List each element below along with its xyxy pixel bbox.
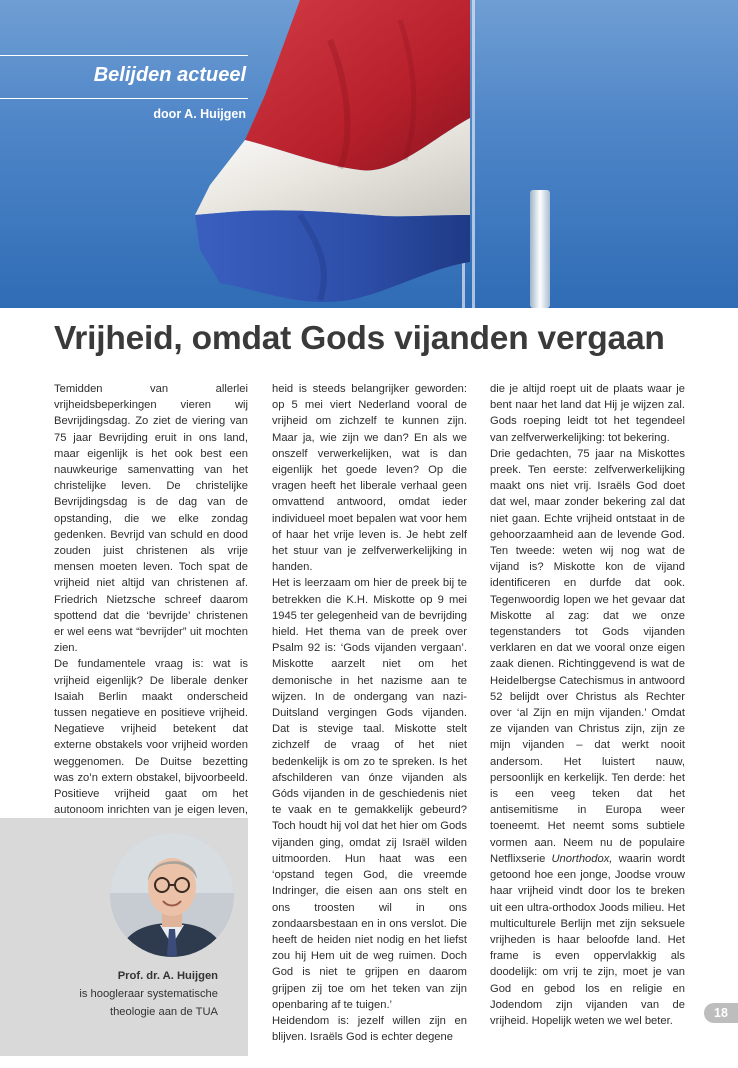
paragraph: Het is leerzaam om hier de preek bij te betrekken die K.H. Miskotte op 9 mei 1945 ter gelegenheid van de bevrijding hield. Het thema van de preek over Psalm 92 is: ‘Gods vijanden vergaan’. Miskotte aarzelt niet om het demonische in het nazisme aan te wijzen. In de ondergang van nazi-Duitsland vergingen Gods vijanden. Dat is stevige taal. Miskotte stelt zichzelf de vraag of het niet bedenkelijk is om zo te spreken. Is het afschilderen van ónze vijanden als Góds vijanden in de geschiedenis niet te vaak en te gemakkelijk gebeurd? Toch houdt hij vol dat het hier om Gods vijanden ging, omdat zij Israël wilden uitmoorden. Hun haat was een ‘opstand tegen God, die vreemde Indringer, die eisen aan ons stelt en ons troosten wil in ons zondaarsbestaan en in ons verslot. Die heeft de heiden niet nodig en het liefst zou hij Hem uit de weg ruimen. Doch God is niet te grijpen en daarom grijpen zij toe om het teken van zijn openbaring af te tuigen.’ — [272, 577, 467, 1011]
article-column-3 — [490, 381, 685, 1029]
series-title: Unorthodox, — [551, 852, 613, 865]
header-rule-bottom — [0, 98, 248, 99]
portrait-illustration — [110, 833, 234, 957]
dutch-flag-illustration — [0, 0, 738, 308]
author-role-line-2: theologie aan de TUA — [109, 1006, 218, 1018]
hero-flag-image — [0, 0, 738, 308]
byline: door A. Huijgen — [153, 107, 246, 121]
header-rule-top — [0, 55, 248, 56]
paragraph: De fundamentele vraag is: wat is vrijheid eigenlijk? De liberale denker Isaiah Berlin maakt onderscheid tussen negatieve en positieve vrijheid. Negatieve vrijheid betekent dat externe obstakels voor vrijheid worden weggenomen. De Duitse bezetting was zo’n extern obstakel, bijvoorbeeld. Positieve vrijheid gaat om het autonoom inrichten van je eigen leven, — [54, 658, 248, 817]
article-column-1 — [54, 381, 248, 867]
paragraph: Heidendom is: jezelf willen zijn en blijven. Israëls God is echter degene — [272, 1014, 467, 1044]
article-headline: Vrijheid, omdat Gods vijanden vergaan — [54, 320, 665, 357]
paragraph: Temidden van allerlei vrijheidsbeperkingen vieren wij Bevrijdingsdag. Zo ziet de viering van 75 jaar Bevrijding eruit in ons land, maar eigenlijk is het ook best een nauwkeurige samenvatting van het christelijke leven. De christelijke Bevrijdingsdag is de dag van de opstanding, die we elke zondag gedenken. Bevrijd van schuld en dood zouden juist christenen als vrije mensen moeten leven. Toch spat de vrijheid niet altijd van christenen af. Friedrich Nietzsche schreef daarom spottend dat die ‘bevrijde’ christenen er wel eens wat “bevrijder” uit mochten zien. — [54, 383, 248, 655]
paragraph: heid is steeds belangrijker geworden: op 5 mei viert Nederland vooral de vrijheid om zichzelf te kunnen zijn. Maar ja, wie zijn we dan? En als we onszelf verwerkelijken, wat is dan eigenlijk het goede leven? Op die vragen heeft het liberale verhaal geen omvattend antwoord, omdat ieder individueel moet bepalen wat voor hem of haar het vrije leven is. Je hebt zelf het stuur van je zelfverwerkelijking in handen. — [272, 383, 467, 574]
author-name: Prof. dr. A. Huijgen — [117, 970, 218, 982]
page-number: 18 — [704, 1003, 738, 1023]
rubric-title: Belijden actueel — [93, 64, 246, 86]
paragraph — [490, 446, 685, 1029]
author-role-line-1: is hoogleraar systematische — [79, 988, 218, 1000]
paragraph-text: Drie gedachten, 75 jaar na Miskottes preek. Ten eerste: zelfverwerkelijking maakt ons niet vrij. Israëls God doet dat wel, maar zonder bekering zal dat niet gaan. Echte vrijheid ontstaat in de gehoorzaamheid aan de levende God. Ten tweede: weten wij nog wat de vijand is? Miskotte kon de vijand identificeren en durfde dat ook. Tegenwoordig lopen we het gevaar dat Miskotte al zag: dat we onze tegenstanders tot Gods vijanden verklaren en dat we vooral onze eigen zaak dienen. Richtinggevend is wat de Heidelbergse Catechismus in antwoord 52 belijdt over Christus als Rechter over ‘al Zijn en mijn vijanden.’ Omdat ze vijanden van Christus zijn, zijn ze mijn vijanden – dat werkt nooit andersom. Het luistert nauw, persoonlijk en kerkelijk. Ten derde: het is een veeg teken dat het antisemitisme in Europa weer toeneemt. Het neemt soms subtiele vormen aan. Neem nu de populaire Netflixserie — [490, 447, 685, 865]
paragraph-text: waarin wordt getoond hoe een jonge, Joodse vrouw haar vrijheid vindt door los te breken uit een ultra-orthodox Joods milieu. Het multiculturele Berlijn met zijn seksuele vrijheden is haar beloofde land. Het frame is even oppervlakkig als doodelijk: om vrij te zijn, moet je van God en gebod los en religie en Jodendom zijn vijanden van de vrijheid. Hopelijk weten we wel beter. — [490, 852, 686, 1027]
paragraph: die je altijd roept uit de plaats waar je bent naar het land dat Hij je wijzen zal. Gods roeping leidt tot het tegendeel van zelfverwerkelijking: tot bekering. — [490, 383, 685, 444]
author-portrait — [110, 833, 234, 957]
article-column-2 — [272, 381, 467, 1045]
